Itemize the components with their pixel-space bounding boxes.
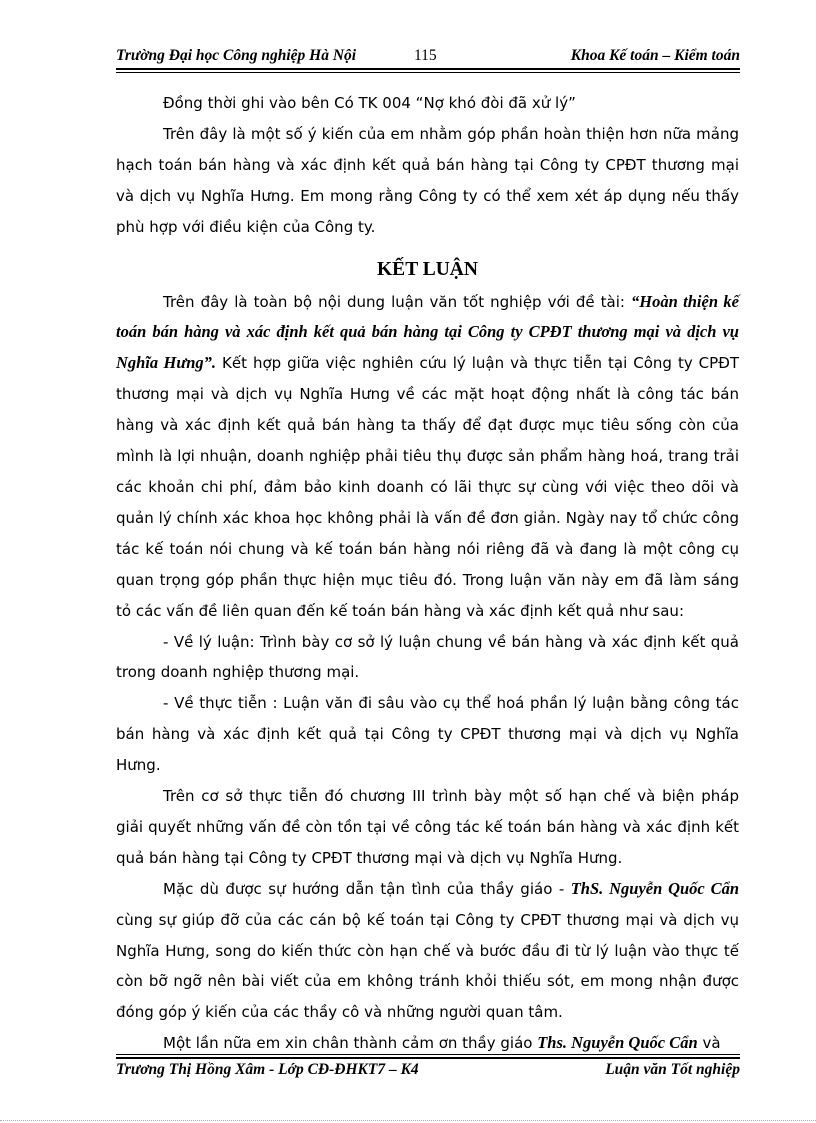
paragraph-chapter-three: Trên cơ sở thực tiễn đó chương III trình bày một số hạn chế và biện pháp giải quyết những vấn đề còn tồn tại về công tác kế toán bán hàng và xác định kết quả bán hàng tại Công ty CPĐT thương mại và dịch vụ Nghĩa Hưng. [116,787,739,867]
footer-author: Trương Thị Hồng Xâm - Lớp CĐ-ĐHKT7 – K4 [116,1061,419,1078]
advisor-name: ThS. Nguyễn Quốc Cẩn [570,878,740,898]
footer-rule-thin [116,1054,740,1055]
paragraph-conclusion-intro [116,287,739,627]
paragraph-accounting-entry: Đồng thời ghi vào bên Có TK 004 “Nợ khó đòi đã xử lý” [163,94,576,112]
text-segment: và [697,1034,721,1053]
document-body [116,88,739,1059]
header-rule-thin [116,72,740,73]
page-number: 115 [414,47,437,64]
paragraph-acknowledgement [116,874,739,1029]
paragraph-theory: - Về lý luận: Trình bày cơ sở lý luận chung về bán hàng và xác định kết quả trong doanh nghiệp thương mại. [116,632,739,682]
header-department: Khoa Kế toán – Kiểm toán [570,47,740,64]
paragraph-opinion: Trên đây là một số ý kiến của em nhằm góp phần hoàn thiện hơn nữa mảng hạch toán bán hàng và xác định kết quả bán hàng tại Công ty CPĐT thương mại và dịch vụ Nghĩa Hưng. Em mong rằng Công ty có thể xem xét áp dụng nếu thấy phù hợp với điều kiện của Công ty. [116,124,739,236]
advisor-name: Ths. Nguyễn Quốc Cẩn [537,1033,698,1053]
section-title-conclusion: KẾT LUẬN [377,258,478,280]
page-bottom-border [0,1120,816,1121]
text-segment: Một lần nữa em xin chân thành cảm ơn thầy giáo [163,1034,538,1053]
page-footer [116,1058,740,1082]
page-header [116,43,740,71]
header-school-name: Trường Đại học Công nghiệp Hà Nội [116,47,357,64]
footer-document-type: Luận văn Tốt nghiệp [605,1061,740,1078]
text-segment: cùng sự giúp đỡ của các cán bộ kế toán tại Công ty CPĐT thương mại và dịch vụ Nghĩa Hưng, song do kiến thức còn hạn chế và bước đầu đi từ lý luận vào thực tế còn bỡ ngỡ nên bài viết của em không tránh khỏi thiếu sót, em mong nhận được đóng góp ý kiến của các thầy cô và những người quan tâm. [116,910,739,1022]
header-rule-thick [116,68,740,70]
thesis-title: “Hoàn thiện kế toán bán hàng và xác định kết quả bán hàng tại Công ty CPĐT thương mại và dịch vụ Nghĩa Hưng”. [116,291,739,373]
paragraph-practice: - Về thực tiễn : Luận văn đi sâu vào cụ thể hoá phần lý luận bằng công tác bán hàng và xác định kết quả tại Công ty CPĐT thương mại và dịch vụ Nghĩa Hưng. [116,694,739,775]
text-segment: Mặc dù được sự hướng dẫn tận tình của thầy giáo - [163,879,571,898]
text-segment: Trên đây là toàn bộ nội dung luận văn tốt nghiệp với đề tài: [163,292,632,311]
text-segment: Kết hợp giữa việc nghiên cứu lý luận và thực tiễn tại Công ty CPĐT thương mại và dịch vụ Nghĩa Hưng về các mặt hoạt động nhất là công tác bán hàng và xác định kết quả bán hàng ta thấy để đạt được mục tiêu sống còn của mình là lợi nhuận, doanh nghiệp phải tiêu thụ được sản phẩm hàng hoá, trang trải các khoản chi phí, đảm bảo kinh doanh có lãi thực sự cùng với việc theo dõi và quản lý chính xác khoa học không phải là vấn đề đơn giản. Ngày nay tổ chức công tác kế toán nói chung và kế toán bán hàng nói riêng đã và đang là một công cụ quan trọng góp phần thực hiện mục tiêu đó. Trong luận văn này em đã làm sáng tỏ các vấn đề liên quan đến kế toán bán hàng và xác định kết quả như sau: [116,354,739,620]
